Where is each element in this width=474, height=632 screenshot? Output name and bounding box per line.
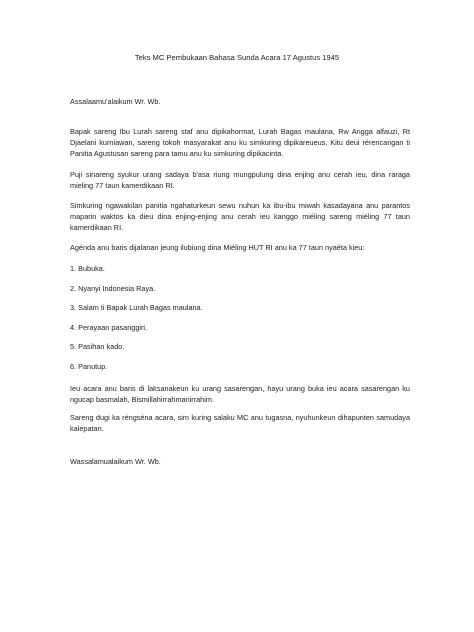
paragraph-apology: Sareng dugi ka réngséna acara, sim kuring salaku MC anu tugasna, nyuhunkeun dihapunten samudaya kalepatan.: [70, 413, 410, 434]
agenda-item: 2. Nyanyi Indonesia Raya.: [70, 284, 156, 293]
paragraph-praise: Puji sinareng syukur urang sadaya b'asa riung mungpulung dina enjing anu cerah ieu, dina raraga mieling 77 taun kamerdikaan RI.: [70, 170, 410, 191]
paragraph-basmalah: Ieu acara anu baris di laksanakeun ku urang sasarengan, hayu urang buka ieu acara sasarengan ku ngucap basmalah, Bismillahirrahmanirrahim.: [70, 384, 410, 405]
agenda-item: 6. Panutup.: [70, 362, 108, 371]
document-title: Teks MC Pembukaan Bahasa Sunda Acara 17 Agustus 1945: [134, 53, 340, 62]
agenda-item: 5. Pasihan kado.: [70, 342, 125, 351]
paragraph-agenda-intro: Agénda anu baris dijalanan jeung ilubiung dina Miéling HUT RI anu ka 77 taun nyaéta kieu:: [70, 243, 365, 252]
signoff: Wassalamualaikum Wr. Wb.: [70, 457, 161, 466]
paragraph-address: Bapak sareng Ibu Lurah sareng staf anu dipikahormat, Lurah Bagas maulana, Rw Angga alfauzi, Rt Djaelani kurniawan, sareng tokoh masyarakat anu ku simkuring dipikareueus, Kitu deui rérencangan ti Panitia Agustusan sareng para tamu anu ku simkuring dipikacinta.: [70, 127, 410, 159]
greeting: Assalaamu'alaikum Wr. Wb.: [70, 97, 161, 106]
agenda-item: 3. Salam ti Bapak Lurah Bagas maulana.: [70, 303, 203, 312]
agenda-item: 1. Bubuka.: [70, 264, 105, 273]
agenda-item: 4. Perayaan pasanggiri.: [70, 323, 148, 332]
paragraph-thanks: Simkuring ngawakilan panitia ngahaturkeun sewu nuhun ka ibu-ibu miwah kasadayana anu parantos maparin waktos ka dieu dina enjing-enjing anu cerah ieu kanggo miéling sareng miéling 77 taun kamerdikaan RI.: [70, 201, 410, 233]
